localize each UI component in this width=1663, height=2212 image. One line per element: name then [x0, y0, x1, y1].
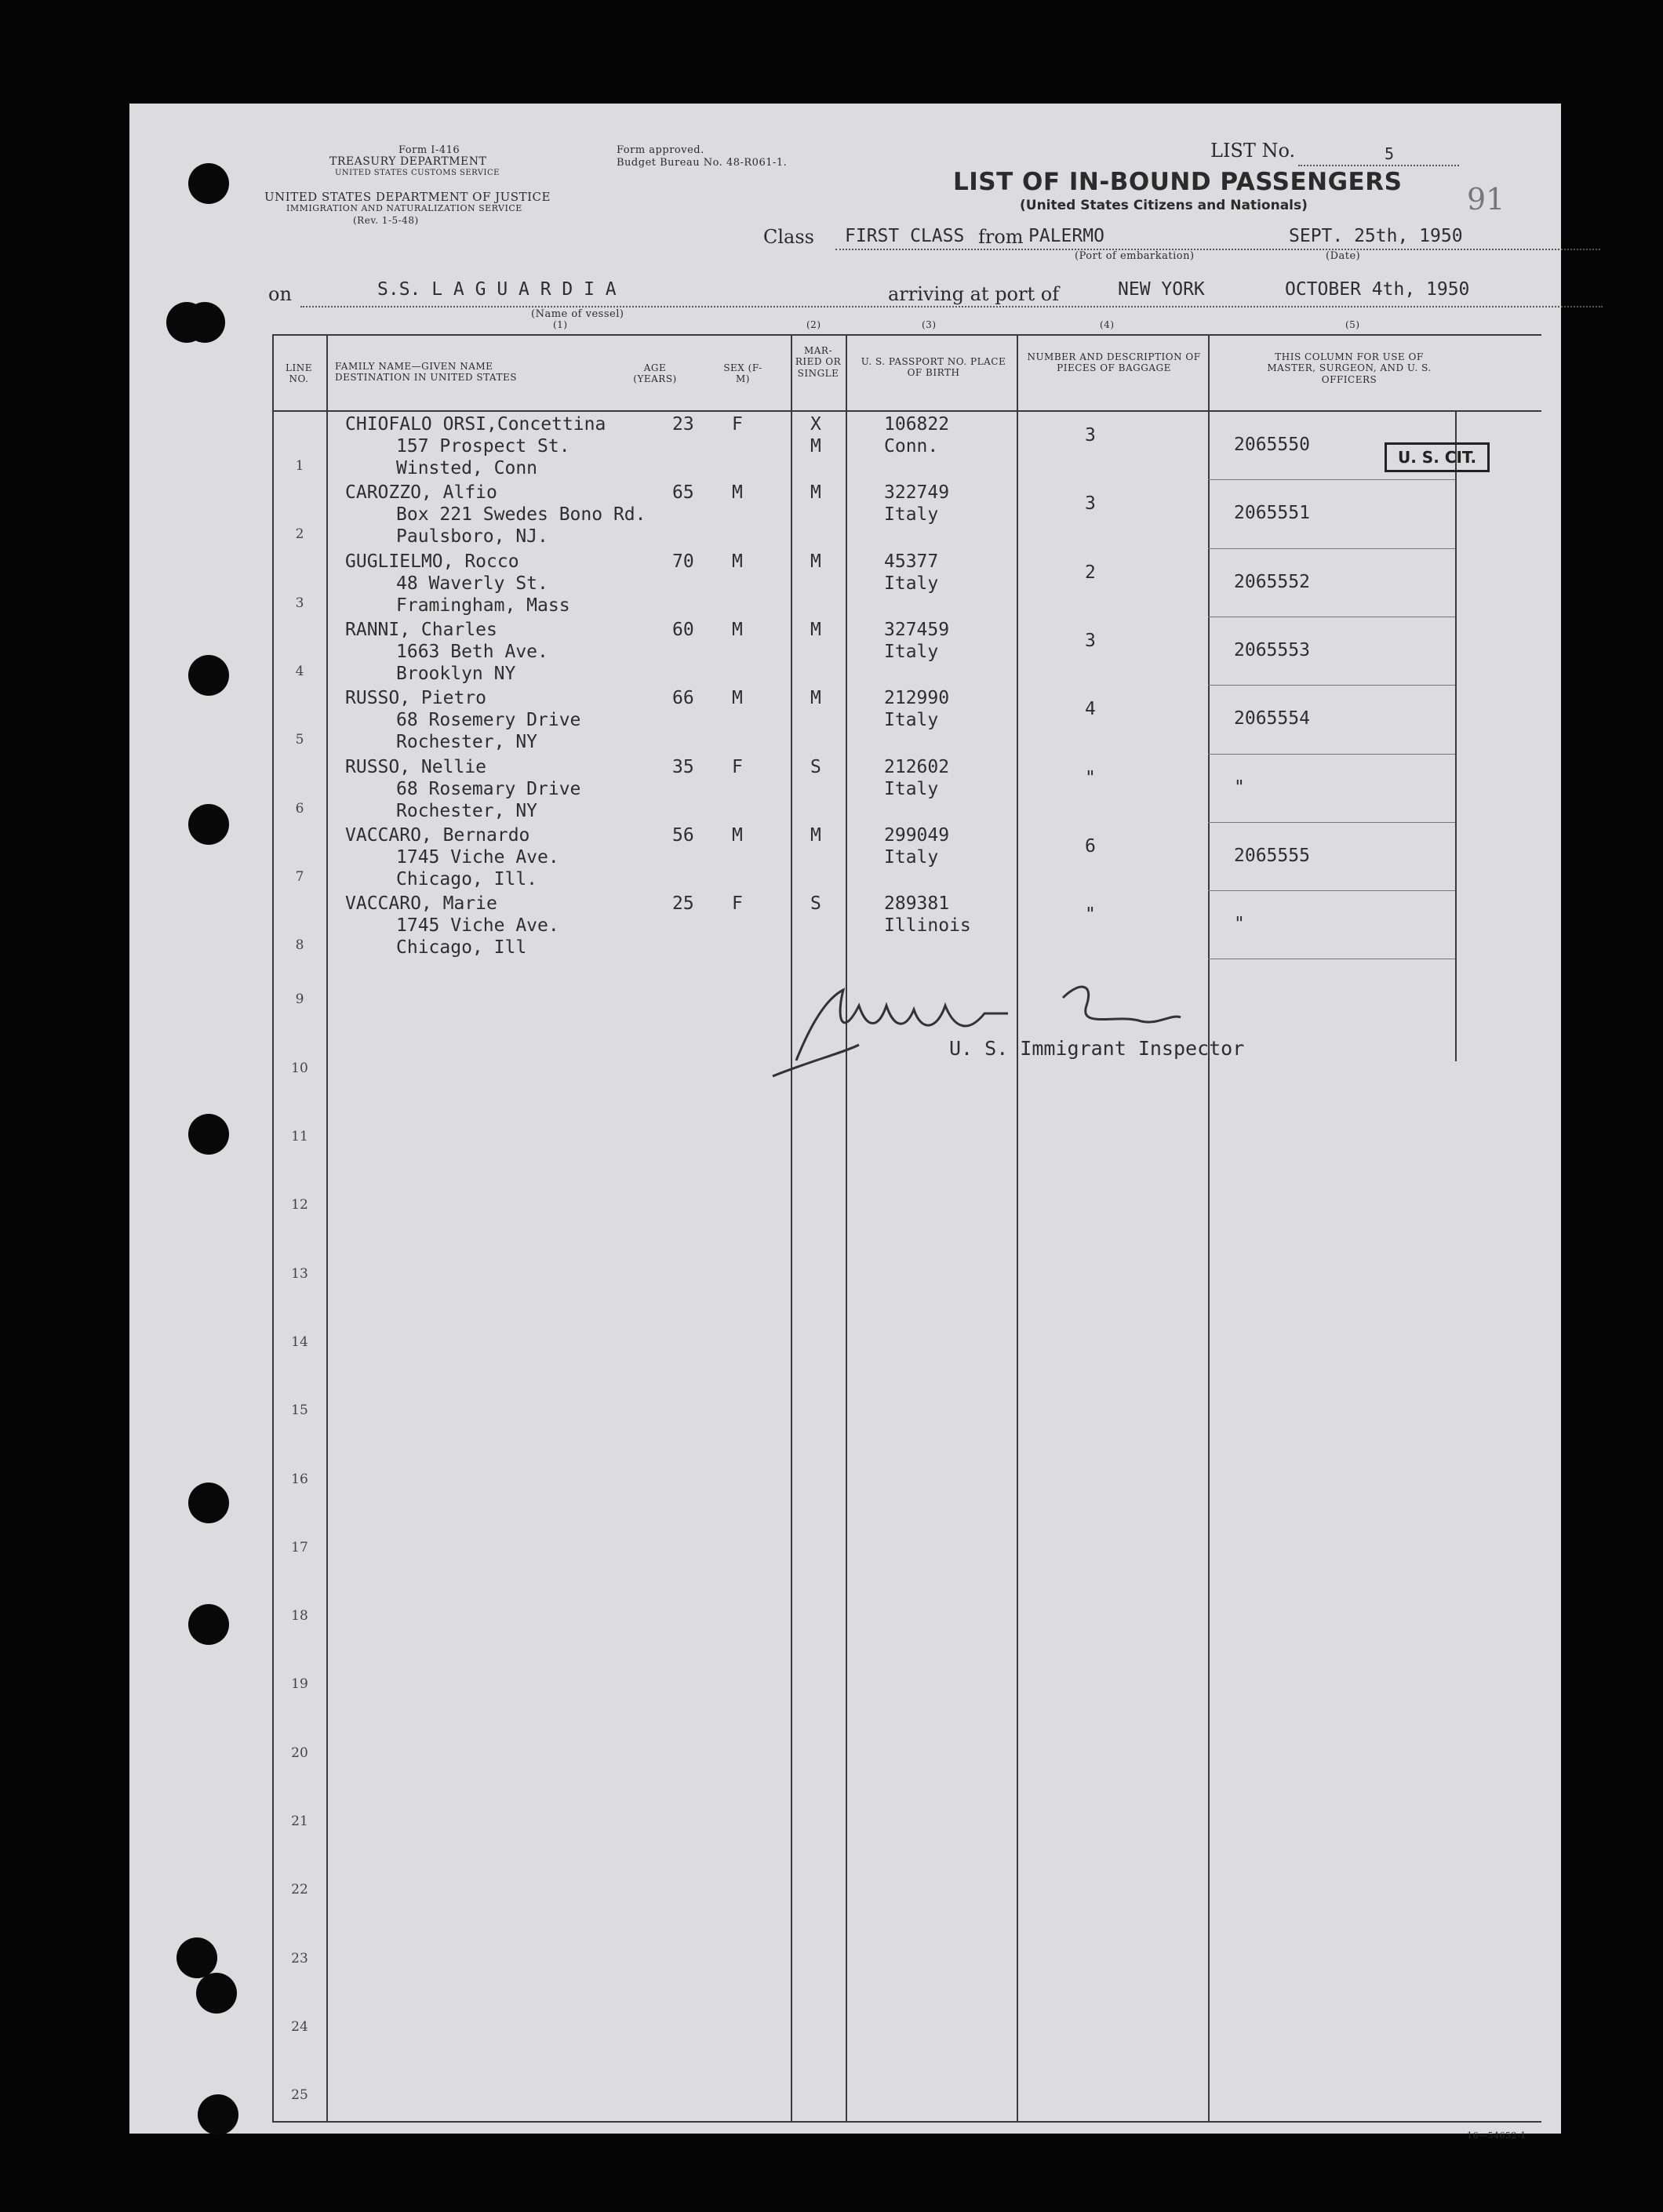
line-number: 7 — [295, 868, 304, 885]
passenger-age: 70 — [672, 551, 694, 572]
col-header-age: AGE (YEARS) — [633, 362, 677, 385]
passport-number: 322749 — [884, 482, 950, 504]
table-top-border — [272, 334, 1541, 336]
form-subtitle: (United States Citizens and Nationals) — [1020, 198, 1308, 213]
binder-hole — [188, 1483, 229, 1523]
arrival-port: NEW YORK — [1118, 279, 1205, 300]
passenger-sex: M — [732, 482, 743, 504]
passenger-age: 60 — [672, 619, 694, 640]
baggage-count: 3 — [1085, 493, 1096, 515]
passport-number: 212602 — [884, 756, 950, 777]
budget-bureau: Budget Bureau No. 48-R061-1. — [617, 157, 788, 169]
line-number: 10 — [291, 1060, 308, 1076]
passport-number: 106822 — [884, 414, 950, 435]
class-label: Class — [763, 226, 814, 248]
col-header-baggage: NUMBER AND DESCRIPTION OF PIECES OF BAGGAGE — [1027, 351, 1201, 374]
passenger-sex: M — [732, 619, 743, 640]
passenger-address: 68 Rosemery Drive — [396, 710, 581, 731]
officer-number: 2065553 — [1234, 639, 1310, 660]
line-number: 5 — [295, 732, 304, 748]
passenger-marital: M — [810, 482, 821, 504]
passenger-marital: M — [810, 688, 821, 709]
baggage-count: " — [1085, 767, 1096, 788]
passenger-name: VACCARO, Bernardo — [345, 824, 530, 846]
vessel-caption: (Name of vessel) — [531, 308, 624, 320]
inspector-label: U. S. Immigrant Inspector — [949, 1037, 1245, 1060]
col-divider-baggage-left — [1017, 334, 1018, 2123]
place-of-birth: Italy — [884, 641, 939, 662]
officer-number: " — [1234, 914, 1245, 935]
binder-hole — [188, 1604, 229, 1645]
passenger-name: CHIOFALO ORSI,Concettina — [345, 414, 606, 435]
passenger-marital: M — [810, 551, 821, 572]
officer-number: 2065551 — [1234, 503, 1310, 524]
passenger-name: GUGLIELMO, Rocco — [345, 551, 519, 572]
class-line — [835, 249, 1600, 250]
passenger-name: RUSSO, Nellie — [345, 756, 487, 777]
passenger-address: 48 Waverly St. — [396, 573, 548, 594]
col-divider-married-left — [791, 334, 792, 2123]
treasury-dept: TREASURY DEPARTMENT — [329, 155, 487, 168]
rev-date: (Rev. 1-5-48) — [353, 215, 419, 226]
line-number: 22 — [291, 1882, 308, 1898]
baggage-count: 6 — [1085, 835, 1096, 857]
table-bottom-border — [272, 2121, 1541, 2123]
row-separator — [1208, 754, 1455, 755]
line-number: 6 — [295, 800, 304, 817]
col-header-married: MAR-RIED OR SINGLE — [795, 345, 842, 379]
passport-number: 212990 — [884, 688, 950, 709]
arriving-label: arriving at port of — [885, 283, 1062, 305]
form-number: Form I-416 — [398, 144, 460, 156]
citizen-stamp: U. S. CIT. — [1385, 442, 1490, 472]
officer-number: 2065550 — [1234, 435, 1310, 455]
place-of-birth: Italy — [884, 504, 939, 526]
place-of-birth: Conn. — [884, 436, 939, 457]
line-number: 16 — [291, 1471, 308, 1487]
passenger-marital: M — [810, 619, 821, 640]
binder-hole — [188, 655, 229, 696]
passenger-city: Paulsboro, NJ. — [396, 526, 548, 548]
line-number: 20 — [291, 1744, 308, 1761]
col-divider-married-right — [846, 334, 847, 2123]
passenger-city: Rochester, NY — [396, 732, 538, 753]
passenger-marital: M — [810, 824, 821, 846]
date-caption: (Date) — [1326, 250, 1361, 262]
list-no-line — [1298, 165, 1459, 166]
line-number: 8 — [295, 937, 304, 954]
passport-number: 327459 — [884, 619, 950, 640]
binder-hole — [196, 1973, 237, 2014]
line-number: 9 — [295, 991, 304, 1008]
line-number: 11 — [291, 1129, 308, 1144]
col-header-passport: U. S. PASSPORT NO. PLACE OF BIRTH — [861, 356, 1006, 379]
passenger-sex: M — [732, 551, 743, 572]
passenger-age: 66 — [672, 688, 694, 709]
binder-hole — [184, 302, 225, 343]
row-separator — [1208, 890, 1455, 891]
place-of-birth: Italy — [884, 710, 939, 731]
passenger-city: Brooklyn NY — [396, 663, 516, 684]
list-no-label: LIST No. — [1210, 140, 1296, 162]
vessel-name: S.S. L A G U A R D I A — [377, 279, 617, 300]
line-number: 12 — [291, 1197, 308, 1213]
baggage-count: " — [1085, 904, 1096, 926]
line-number: 14 — [291, 1333, 308, 1350]
passenger-sex: F — [732, 414, 743, 435]
line-number: 17 — [291, 1539, 308, 1555]
page-number: 91 — [1467, 182, 1505, 216]
place-of-birth: Italy — [884, 778, 939, 799]
line-number: 13 — [291, 1265, 308, 1282]
ins-service: IMMIGRATION AND NATURALIZATION SERVICE — [286, 203, 522, 213]
sail-date: SEPT. 25th, 1950 — [1289, 226, 1463, 246]
row-separator — [1208, 822, 1455, 823]
baggage-count: 4 — [1085, 699, 1096, 720]
passenger-age: 56 — [672, 824, 694, 846]
col-header-officers: THIS COLUMN FOR USE OF MASTER, SURGEON, AND U. S. OFFICERS — [1267, 351, 1432, 385]
binder-hole — [198, 2094, 238, 2135]
passenger-city: Winsted, Conn — [396, 458, 538, 478]
col-header-line: LINE NO. — [286, 362, 312, 385]
row-separator — [1208, 548, 1455, 549]
col-header-sex: SEX (F-M) — [723, 362, 762, 385]
form-sheet — [129, 104, 1561, 2141]
line-number: 25 — [291, 2087, 308, 2104]
passenger-address: 68 Rosemary Drive — [396, 778, 581, 799]
passport-number: 289381 — [884, 893, 950, 915]
passenger-sex: F — [732, 756, 743, 777]
from-value: PALERMO — [1028, 226, 1104, 246]
passenger-marital: X — [810, 414, 821, 435]
passenger-sex: M — [732, 688, 743, 709]
table-left-border — [272, 334, 274, 2123]
place-of-birth: Italy — [884, 573, 939, 594]
binder-hole — [188, 163, 229, 204]
col-num-3: (3) — [922, 319, 937, 330]
customs-service: UNITED STATES CUSTOMS SERVICE — [335, 169, 500, 177]
arrival-date: OCTOBER 4th, 1950 — [1285, 279, 1470, 300]
from-label: from — [978, 226, 1024, 248]
baggage-count: 3 — [1085, 630, 1096, 651]
line-number: 4 — [295, 663, 304, 679]
passenger-age: 35 — [672, 756, 694, 777]
baggage-count: 2 — [1085, 562, 1096, 583]
inspector-signature — [749, 959, 1188, 1100]
footer-code: 16—54652-1 — [1467, 2130, 1527, 2141]
passenger-age: 23 — [672, 414, 694, 435]
baggage-count: 3 — [1085, 425, 1096, 446]
passenger-sex: F — [732, 893, 743, 915]
passenger-sex: M — [732, 824, 743, 846]
line-number: 24 — [291, 2018, 308, 2035]
justice-dept: UNITED STATES DEPARTMENT OF JUSTICE — [264, 190, 551, 204]
place-of-birth: Illinois — [884, 915, 971, 937]
binder-hole — [176, 1937, 217, 1978]
passenger-address: Box 221 Swedes Bono Rd. — [396, 504, 646, 526]
place-of-birth: Italy — [884, 846, 939, 868]
line-number: 23 — [291, 1950, 308, 1966]
passenger-city: Chicago, Ill — [396, 937, 527, 959]
passport-number: 45377 — [884, 551, 939, 572]
form-title: LIST OF IN-BOUND PASSENGERS — [953, 168, 1403, 196]
vessel-line — [300, 306, 1603, 307]
officer-number: 2065552 — [1234, 571, 1310, 592]
list-no-value: 5 — [1385, 144, 1395, 163]
passenger-age: 65 — [672, 482, 694, 504]
passenger-marital: S — [810, 893, 821, 915]
port-caption: (Port of embarkation) — [1075, 250, 1195, 262]
officer-number: 2065555 — [1234, 845, 1310, 866]
class-value: FIRST CLASS — [845, 226, 965, 246]
line-number: 18 — [291, 1608, 308, 1624]
passport-number: 299049 — [884, 824, 950, 846]
binder-hole — [188, 804, 229, 845]
on-label: on — [268, 283, 292, 305]
passenger-address: 157 Prospect St. — [396, 436, 570, 457]
col-header-name: FAMILY NAME—GIVEN NAME DESTINATION IN UNITED STATES — [335, 361, 517, 384]
col-num-4: (4) — [1100, 319, 1115, 330]
passenger-name: VACCARO, Marie — [345, 893, 497, 915]
form-approved: Form approved. — [617, 144, 704, 156]
passenger-address: 1745 Viche Ave. — [396, 915, 559, 937]
officer-number: " — [1234, 777, 1245, 798]
passenger-marital: S — [810, 756, 821, 777]
line-number: 21 — [291, 1814, 308, 1829]
col-num-1: (1) — [553, 319, 568, 330]
line-number: 3 — [295, 595, 304, 611]
header-bottom-border — [272, 410, 1541, 412]
line-number: 15 — [291, 1403, 308, 1419]
line-number: 2 — [295, 526, 304, 543]
row-separator — [1208, 685, 1455, 686]
col-num-2: (2) — [806, 319, 821, 330]
col-divider-officers-right — [1455, 410, 1457, 1061]
line-number: 1 — [295, 458, 304, 474]
passenger-name: RUSSO, Pietro — [345, 688, 487, 709]
col-num-5: (5) — [1345, 319, 1360, 330]
col-divider-officers-left — [1208, 334, 1210, 2123]
passenger-city: Rochester, NY — [396, 800, 538, 821]
passenger-age: 25 — [672, 893, 694, 915]
passenger-address: 1663 Beth Ave. — [396, 641, 548, 662]
passenger-address: 1745 Viche Ave. — [396, 846, 559, 868]
passenger-name: RANNI, Charles — [345, 619, 497, 640]
passenger-name: CAROZZO, Alfio — [345, 482, 497, 504]
officer-number: 2065554 — [1234, 708, 1310, 729]
col-divider-line — [326, 334, 328, 2123]
line-number: 19 — [291, 1676, 308, 1693]
binder-hole — [188, 1114, 229, 1155]
passenger-city: Framingham, Mass — [396, 595, 570, 616]
passenger-marital-2: M — [810, 436, 821, 457]
row-separator — [1208, 479, 1455, 480]
passenger-city: Chicago, Ill. — [396, 868, 538, 890]
